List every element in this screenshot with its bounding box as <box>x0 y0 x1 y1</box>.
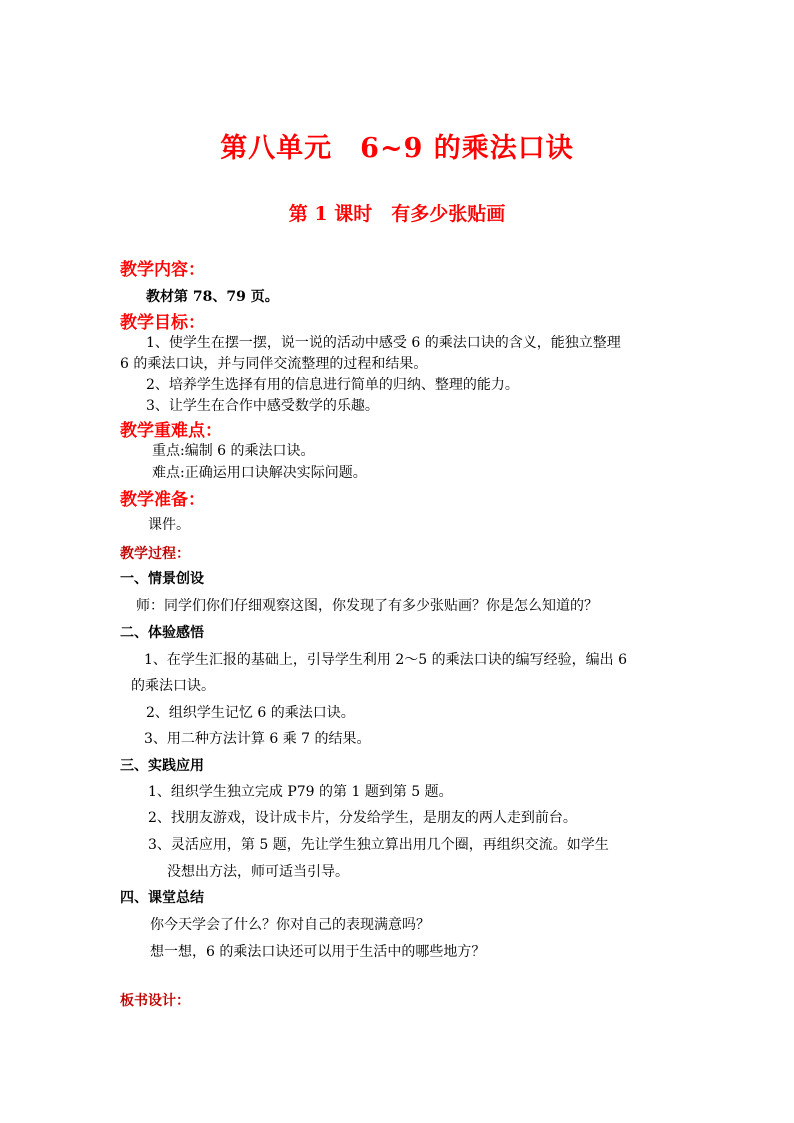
lesson-subtitle: 第 1 课时 有多少张贴画 <box>288 203 506 225</box>
section-3-line-3: 3、灵活应用，第 5 题，先让学生独立算出用几个圈，再组织交流。如学生 <box>148 837 609 853</box>
section-3-line-4: 没想出方法，师可适当引导。 <box>167 864 349 880</box>
keypoints-heading: 教学重难点： <box>120 421 222 441</box>
preparation-text: 课件。 <box>148 517 190 533</box>
section-2-line-3: 2、组织学生记忆 6 的乘法口诀。 <box>146 705 355 721</box>
goal-line-1: 1、使学生在摆一摆，说一说的活动中感受 6 的乘法口诀的含义，能独立整理 <box>146 335 621 351</box>
goal-line-4: 3、让学生在合作中感受数学的乐趣。 <box>146 398 379 414</box>
goal-line-2: 6 的乘法口诀，并与同伴交流整理的过程和结果。 <box>120 356 428 372</box>
section-3-line-2: 2、找朋友游戏，设计成卡片，分发给学生，是朋友的两人走到前台。 <box>148 810 577 826</box>
goals-heading: 教学目标： <box>120 313 205 333</box>
section-title-4: 四、课堂总结 <box>120 890 204 906</box>
unit-title: 第八单元 6~9 的乘法口诀 <box>220 133 574 164</box>
section-2-line-2: 的乘法口诀。 <box>131 678 215 694</box>
section-title-1: 一、情景创设 <box>120 571 204 587</box>
content-text: 教材第 78、79 页。 <box>146 289 279 305</box>
keypoint-line-1: 重点:编制 6 的乘法口诀。 <box>152 443 315 459</box>
section-1-line-1: 师：同学们你们仔细观察这图，你发现了有多少张贴画？你是怎么知道的？ <box>136 598 598 614</box>
section-title-3: 三、实践应用 <box>120 758 204 774</box>
process-heading: 教学过程： <box>120 546 190 562</box>
section-4-line-2: 想一想，6 的乘法口诀还可以用于生活中的哪些地方？ <box>150 944 486 960</box>
goal-line-3: 2、培养学生选择有用的信息进行简单的归纳、整理的能力。 <box>146 377 519 393</box>
section-3-line-1: 1、组织学生独立完成 P79 的第 1 题到第 5 题。 <box>148 784 453 800</box>
section-2-line-4: 3、用二种方法计算 6 乘 7 的结果。 <box>144 731 371 747</box>
section-title-2: 二、体验感悟 <box>120 625 204 641</box>
keypoint-line-2: 难点:正确运用口诀解决实际问题。 <box>152 465 367 481</box>
preparation-heading: 教学准备： <box>120 490 205 510</box>
board-heading: 板书设计： <box>120 993 190 1009</box>
section-2-line-1: 1、在学生汇报的基础上，引导学生利用 2～5 的乘法口诀的编写经验，编出 6 <box>144 652 627 668</box>
content-heading: 教学内容： <box>120 260 205 280</box>
section-4-line-1: 你今天学会了什么？你对自己的表现满意吗？ <box>150 917 430 933</box>
